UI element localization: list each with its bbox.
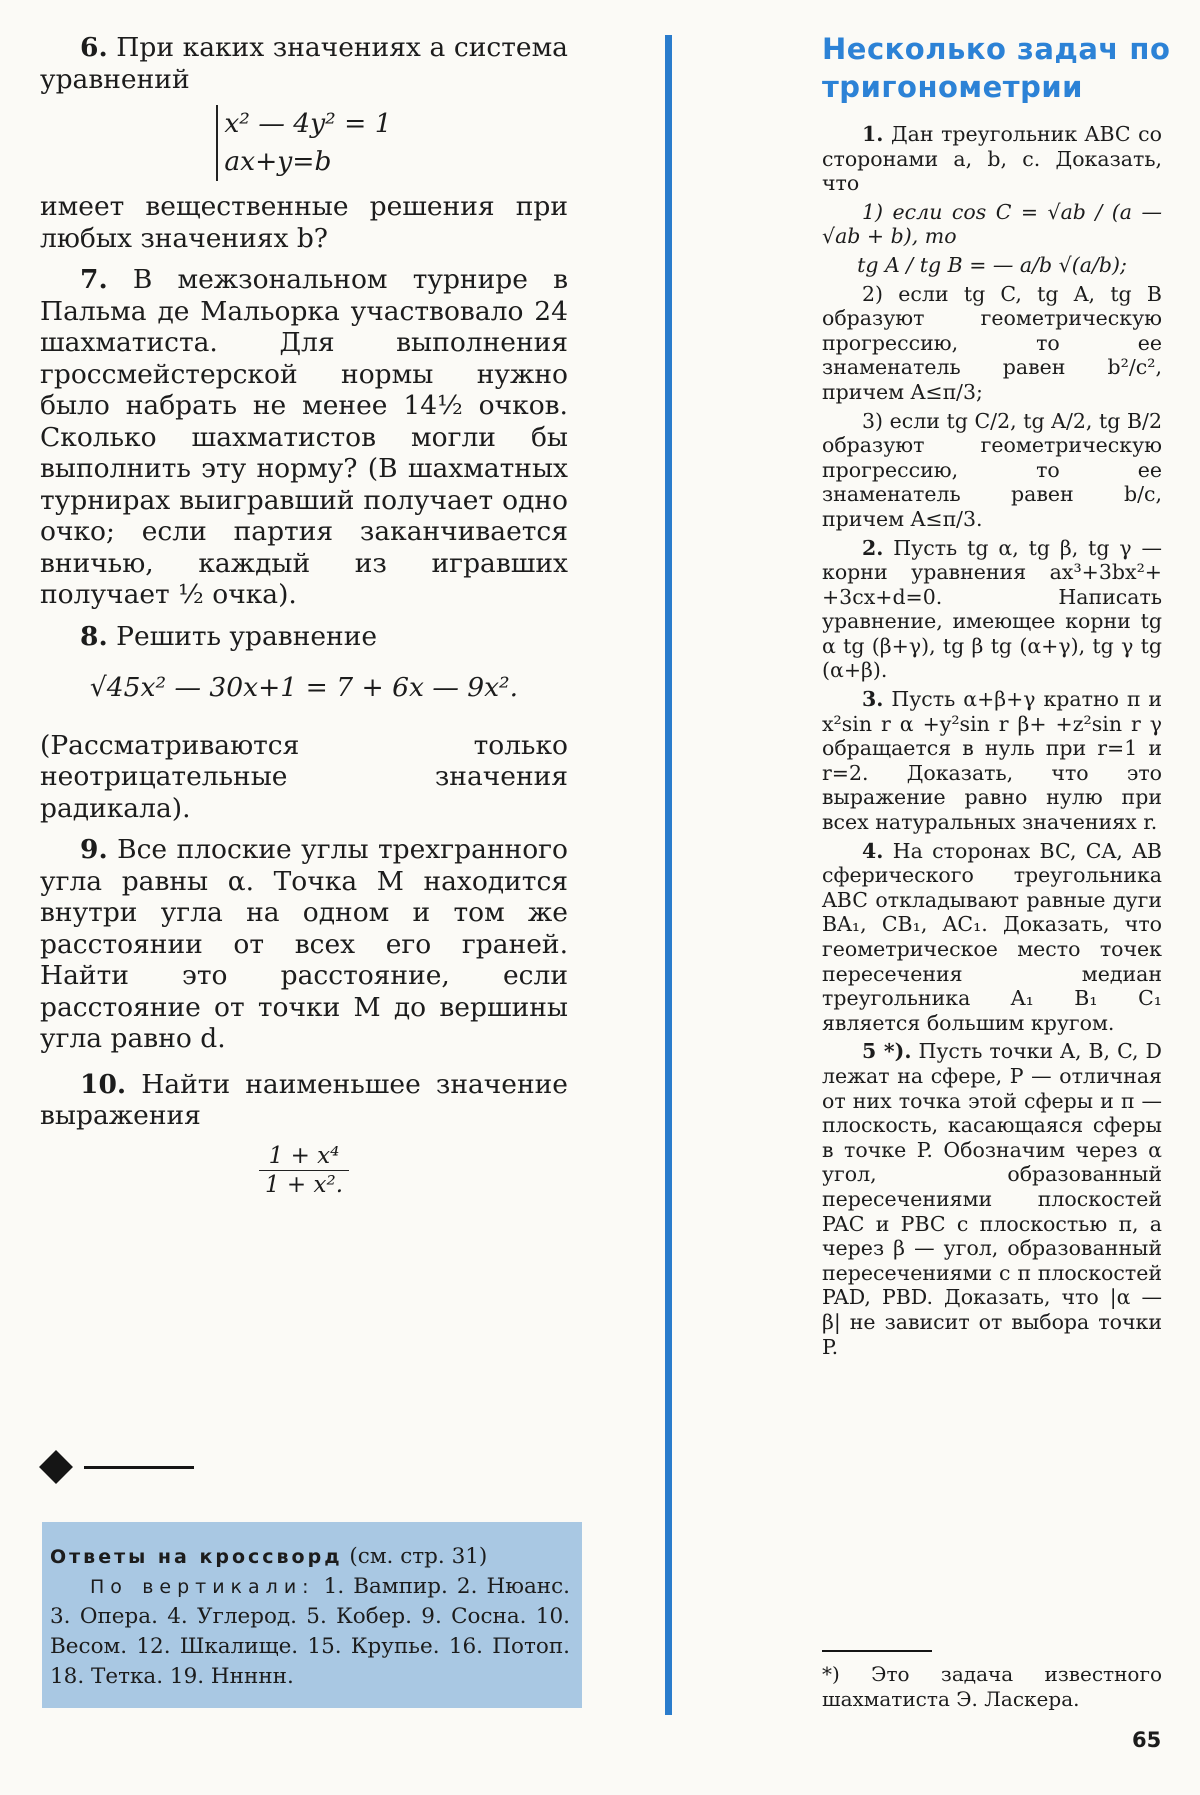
problem-number: 2. bbox=[862, 535, 884, 560]
problem-8 bbox=[40, 621, 568, 653]
column-divider bbox=[665, 35, 672, 1715]
diamond-icon bbox=[39, 1450, 73, 1484]
problem-6-continuation: имеет вещественные решения при любых значениях b? bbox=[40, 191, 568, 254]
trig-problem-1 bbox=[822, 122, 1162, 196]
problem-text: При каких значениях a система уравнений bbox=[40, 32, 568, 95]
problem-number: 7. bbox=[80, 264, 108, 295]
problem-7 bbox=[40, 264, 568, 611]
trig-problem-4 bbox=[822, 839, 1162, 1036]
problem-number: 8. bbox=[80, 620, 108, 652]
footnote-rule bbox=[822, 1650, 932, 1652]
problem-9 bbox=[40, 834, 568, 1055]
left-column bbox=[40, 32, 568, 1209]
problem-text: Дан треугольник ABC со сторонами a, b, c. Доказать, что bbox=[822, 122, 1162, 196]
fraction-numerator: 1 + x⁴ bbox=[259, 1142, 349, 1171]
page-number: 65 bbox=[1132, 1728, 1162, 1752]
problem-10 bbox=[40, 1069, 568, 1132]
problem-8-continuation: (Рассматриваются только неотрицательные значения радикала). bbox=[40, 729, 568, 824]
problem-text: Решить уравнение bbox=[116, 620, 378, 652]
problem-number: 6. bbox=[80, 32, 108, 63]
problem-text: Пусть α+β+γ кратно π и x²sin r α +y²sin r β+ +z²sin r γ обращается в нуль при r=1 и r=2. Доказать, что это выражение равно нулю при всех натуральных значениях r. bbox=[822, 687, 1162, 835]
trig-problem-3 bbox=[822, 687, 1162, 835]
answers-vertical-label: По вертикали: bbox=[90, 1576, 315, 1598]
problem-text: Найти наименьшее значение выражения bbox=[40, 1068, 568, 1131]
case-1-result: tg A / tg B = — a/b √(a/b); bbox=[857, 252, 1127, 277]
answers-text: 1. Вампир. 2. Нюанс. 3. Опера. 4. Углерод. 5. Кобер. 9. Сосна. 10. Весом. 12. Шкалище. 15. Крупье. 16. Потоп. 18. Тетка. 19. Ннннн. bbox=[50, 1574, 570, 1689]
case-1: 1) если cos C = √ab / (a — √ab + b), то bbox=[822, 199, 1162, 249]
fraction-expression bbox=[40, 1142, 568, 1199]
equation-line: x² — 4y² = 1 bbox=[224, 108, 392, 139]
case-3: 3) если tg C/2, tg A/2, tg B/2 образуют геометрическую прогрессию, то ее знаменатель равен b/c, причем A≤π/3. bbox=[822, 408, 1162, 531]
equation: √45x² — 30x+1 = 7 + 6x — 9x². bbox=[89, 672, 519, 703]
problem-number: 10. bbox=[80, 1068, 127, 1100]
problem-number: 1. bbox=[862, 122, 884, 146]
case-2: 2) если tg C, tg A, tg B образуют геометрическую прогрессию, то ее знаменатель равен b²/c², причем A≤π/3; bbox=[822, 281, 1162, 404]
trig-problem-5 bbox=[822, 1039, 1162, 1359]
right-column bbox=[822, 122, 1162, 1359]
fraction-denominator: 1 + x². bbox=[264, 1171, 344, 1198]
problem-text: Пусть точки A, B, C, D лежат на сфере, P — отличная от них точка этой сферы и π — плоскость, касающаяся сферы в точке P. Обозначим через α угол, образованный пересечениями плоскостей PAC и PBC с плоскостью π, а через β — угол, образованный пересечениями с π плоскостей PAD, PBD. Доказать, что |α — β| не зависит от выбора точки P. bbox=[822, 1039, 1162, 1359]
footnote: *) Это задача известного шахматиста Э. Ласкера. bbox=[822, 1662, 1162, 1711]
equation-line: ax+y=b bbox=[224, 146, 332, 177]
problem-number: 4. bbox=[862, 838, 884, 863]
problem-text: В межзональном турнире в Пальма де Мальорка участвовало 24 шахматиста. Для выполнения гроссмейстерской нормы нужно было набрать не менее 14½ очков. Сколько шахматистов могли бы выполнить эту норму? (В шахматных турнирах выигравший получает одно очко; если партия заканчивается вничью, каждый из игравших получает ½ очка). bbox=[40, 264, 568, 610]
crossword-answers-box bbox=[42, 1522, 582, 1708]
problem-6 bbox=[40, 32, 568, 95]
problem-number: 3. bbox=[862, 687, 884, 712]
problem-text: На сторонах BC, CA, AB сферического треугольника ABC откладывают равные дуги BA₁, CB₁, AC₁. Доказать, что геометрическое место точек пересечения медиан треугольника A₁ B₁ C₁ является большим кругом. bbox=[822, 838, 1162, 1035]
trig-problem-2 bbox=[822, 536, 1162, 684]
answers-page-ref: (см. стр. 31) bbox=[349, 1544, 488, 1569]
section-rule bbox=[84, 1466, 194, 1469]
answers-heading: Ответы на кроссворд bbox=[50, 1546, 343, 1568]
problem-number: 9. bbox=[80, 834, 108, 865]
section-title: Несколько задач по тригонометрии bbox=[822, 32, 1171, 104]
problem-number: 5 *). bbox=[862, 1039, 912, 1064]
problem-text: Пусть tg α, tg β, tg γ — корни уравнения ax³+3bx²+ +3cx+d=0. Написать уравнение, имеющее корни tg α tg (β+γ), tg β tg (α+γ), tg γ tg (α+β). bbox=[822, 535, 1162, 683]
problem-text: Все плоские углы трехгранного угла равны α. Точка M находится внутри угла на одном и том же расстоянии от всех его граней. Найти это расстояние, если расстояние от точки M до вершины угла равно d. bbox=[40, 834, 568, 1054]
equation-system bbox=[40, 105, 568, 181]
